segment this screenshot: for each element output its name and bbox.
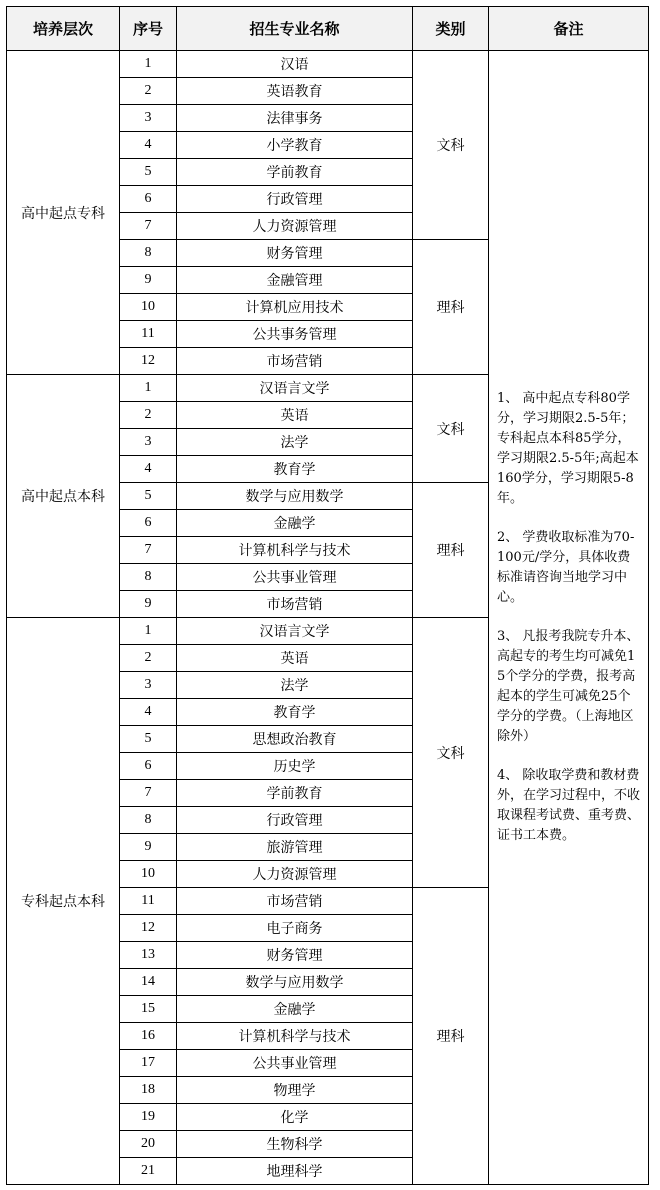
remark-note: 1、 高中起点专科80学分，学习期限2.5-5年；专科起点本科85学分，学习期限2.5-5年;高起本160学分，学习期限5-8年。 <box>497 391 639 506</box>
row-major: 人力资源管理 <box>176 860 413 888</box>
level-name: 专科起点本科 <box>6 617 120 1185</box>
level-name: 高中起点本科 <box>6 374 120 618</box>
row-seq: 2 <box>119 77 177 105</box>
row-major: 财务管理 <box>176 941 413 969</box>
row-seq: 14 <box>119 968 177 996</box>
row-major: 市场营销 <box>176 590 413 618</box>
row-seq: 8 <box>119 563 177 591</box>
row-major: 市场营销 <box>176 347 413 375</box>
row-major: 旅游管理 <box>176 833 413 861</box>
row-major: 历史学 <box>176 752 413 780</box>
row-major: 汉语言文学 <box>176 374 413 402</box>
row-major: 金融学 <box>176 995 413 1023</box>
row-major: 英语 <box>176 401 413 429</box>
row-seq: 5 <box>119 725 177 753</box>
header-category: 类别 <box>412 6 489 51</box>
row-seq: 5 <box>119 158 177 186</box>
category-label: 文科 <box>412 50 489 240</box>
row-seq: 6 <box>119 509 177 537</box>
row-major: 法律事务 <box>176 104 413 132</box>
row-major: 市场营销 <box>176 887 413 915</box>
row-seq: 9 <box>119 266 177 294</box>
row-major: 公共事务管理 <box>176 320 413 348</box>
row-major: 法学 <box>176 428 413 456</box>
row-seq: 16 <box>119 1022 177 1050</box>
row-major: 数学与应用数学 <box>176 968 413 996</box>
category-label: 理科 <box>412 887 489 1185</box>
row-seq: 6 <box>119 752 177 780</box>
row-seq: 5 <box>119 482 177 510</box>
row-seq: 7 <box>119 536 177 564</box>
row-major: 计算机应用技术 <box>176 293 413 321</box>
row-major: 电子商务 <box>176 914 413 942</box>
row-major: 行政管理 <box>176 185 413 213</box>
row-seq: 3 <box>119 428 177 456</box>
row-major: 英语教育 <box>176 77 413 105</box>
row-seq: 1 <box>119 617 177 645</box>
row-major: 地理科学 <box>176 1157 413 1185</box>
row-major: 英语 <box>176 644 413 672</box>
row-seq: 4 <box>119 698 177 726</box>
row-seq: 9 <box>119 833 177 861</box>
row-major: 物理学 <box>176 1076 413 1104</box>
row-seq: 15 <box>119 995 177 1023</box>
row-seq: 19 <box>119 1103 177 1131</box>
remark-note: 2、 学费收取标准为70-100元/学分，具体收费标准请咨询当地学习中心。 <box>497 530 635 605</box>
header-seq: 序号 <box>119 6 177 51</box>
row-major: 人力资源管理 <box>176 212 413 240</box>
row-seq: 3 <box>119 671 177 699</box>
row-seq: 12 <box>119 914 177 942</box>
row-seq: 12 <box>119 347 177 375</box>
category-label: 文科 <box>412 374 489 483</box>
row-seq: 7 <box>119 779 177 807</box>
row-seq: 4 <box>119 131 177 159</box>
row-major: 教育学 <box>176 455 413 483</box>
row-major: 数学与应用数学 <box>176 482 413 510</box>
row-major: 财务管理 <box>176 239 413 267</box>
row-seq: 2 <box>119 644 177 672</box>
row-major: 思想政治教育 <box>176 725 413 753</box>
header-major: 招生专业名称 <box>176 6 413 51</box>
row-major: 小学教育 <box>176 131 413 159</box>
row-seq: 13 <box>119 941 177 969</box>
category-label: 理科 <box>412 239 489 375</box>
row-seq: 11 <box>119 887 177 915</box>
category-label: 理科 <box>412 482 489 618</box>
row-seq: 11 <box>119 320 177 348</box>
row-seq: 9 <box>119 590 177 618</box>
remarks-notes <box>489 389 648 846</box>
row-major: 学前教育 <box>176 779 413 807</box>
header-remark: 备注 <box>488 6 649 51</box>
row-seq: 18 <box>119 1076 177 1104</box>
row-major: 汉语 <box>176 50 413 78</box>
row-seq: 2 <box>119 401 177 429</box>
row-seq: 10 <box>119 293 177 321</box>
row-seq: 1 <box>119 50 177 78</box>
row-seq: 7 <box>119 212 177 240</box>
row-seq: 17 <box>119 1049 177 1077</box>
row-major: 计算机科学与技术 <box>176 536 413 564</box>
row-seq: 8 <box>119 239 177 267</box>
row-seq: 6 <box>119 185 177 213</box>
row-major: 学前教育 <box>176 158 413 186</box>
remarks-cell <box>488 50 649 1185</box>
row-seq: 4 <box>119 455 177 483</box>
row-major: 金融学 <box>176 509 413 537</box>
row-seq: 21 <box>119 1157 177 1185</box>
row-major: 计算机科学与技术 <box>176 1022 413 1050</box>
header-level: 培养层次 <box>6 6 120 51</box>
level-name: 高中起点专科 <box>6 50 120 375</box>
row-major: 金融管理 <box>176 266 413 294</box>
row-major: 生物科学 <box>176 1130 413 1158</box>
category-label: 文科 <box>412 617 489 888</box>
row-major: 教育学 <box>176 698 413 726</box>
row-major: 法学 <box>176 671 413 699</box>
row-major: 化学 <box>176 1103 413 1131</box>
row-major: 行政管理 <box>176 806 413 834</box>
row-seq: 1 <box>119 374 177 402</box>
row-major: 汉语言文学 <box>176 617 413 645</box>
remark-note: 4、 除收取学费和教材费外，在学习过程中，不收取课程考试费、重考费、证书工本费。 <box>497 768 641 843</box>
row-major: 公共事业管理 <box>176 563 413 591</box>
row-seq: 10 <box>119 860 177 888</box>
row-major: 公共事业管理 <box>176 1049 413 1077</box>
remark-note: 3、 凡报考我院专升本、高起专的考生均可减免15个学分的学费，报考高起本的学生可减免25个学分的学费。（上海地区除外） <box>497 629 640 744</box>
row-seq: 3 <box>119 104 177 132</box>
row-seq: 20 <box>119 1130 177 1158</box>
row-seq: 8 <box>119 806 177 834</box>
